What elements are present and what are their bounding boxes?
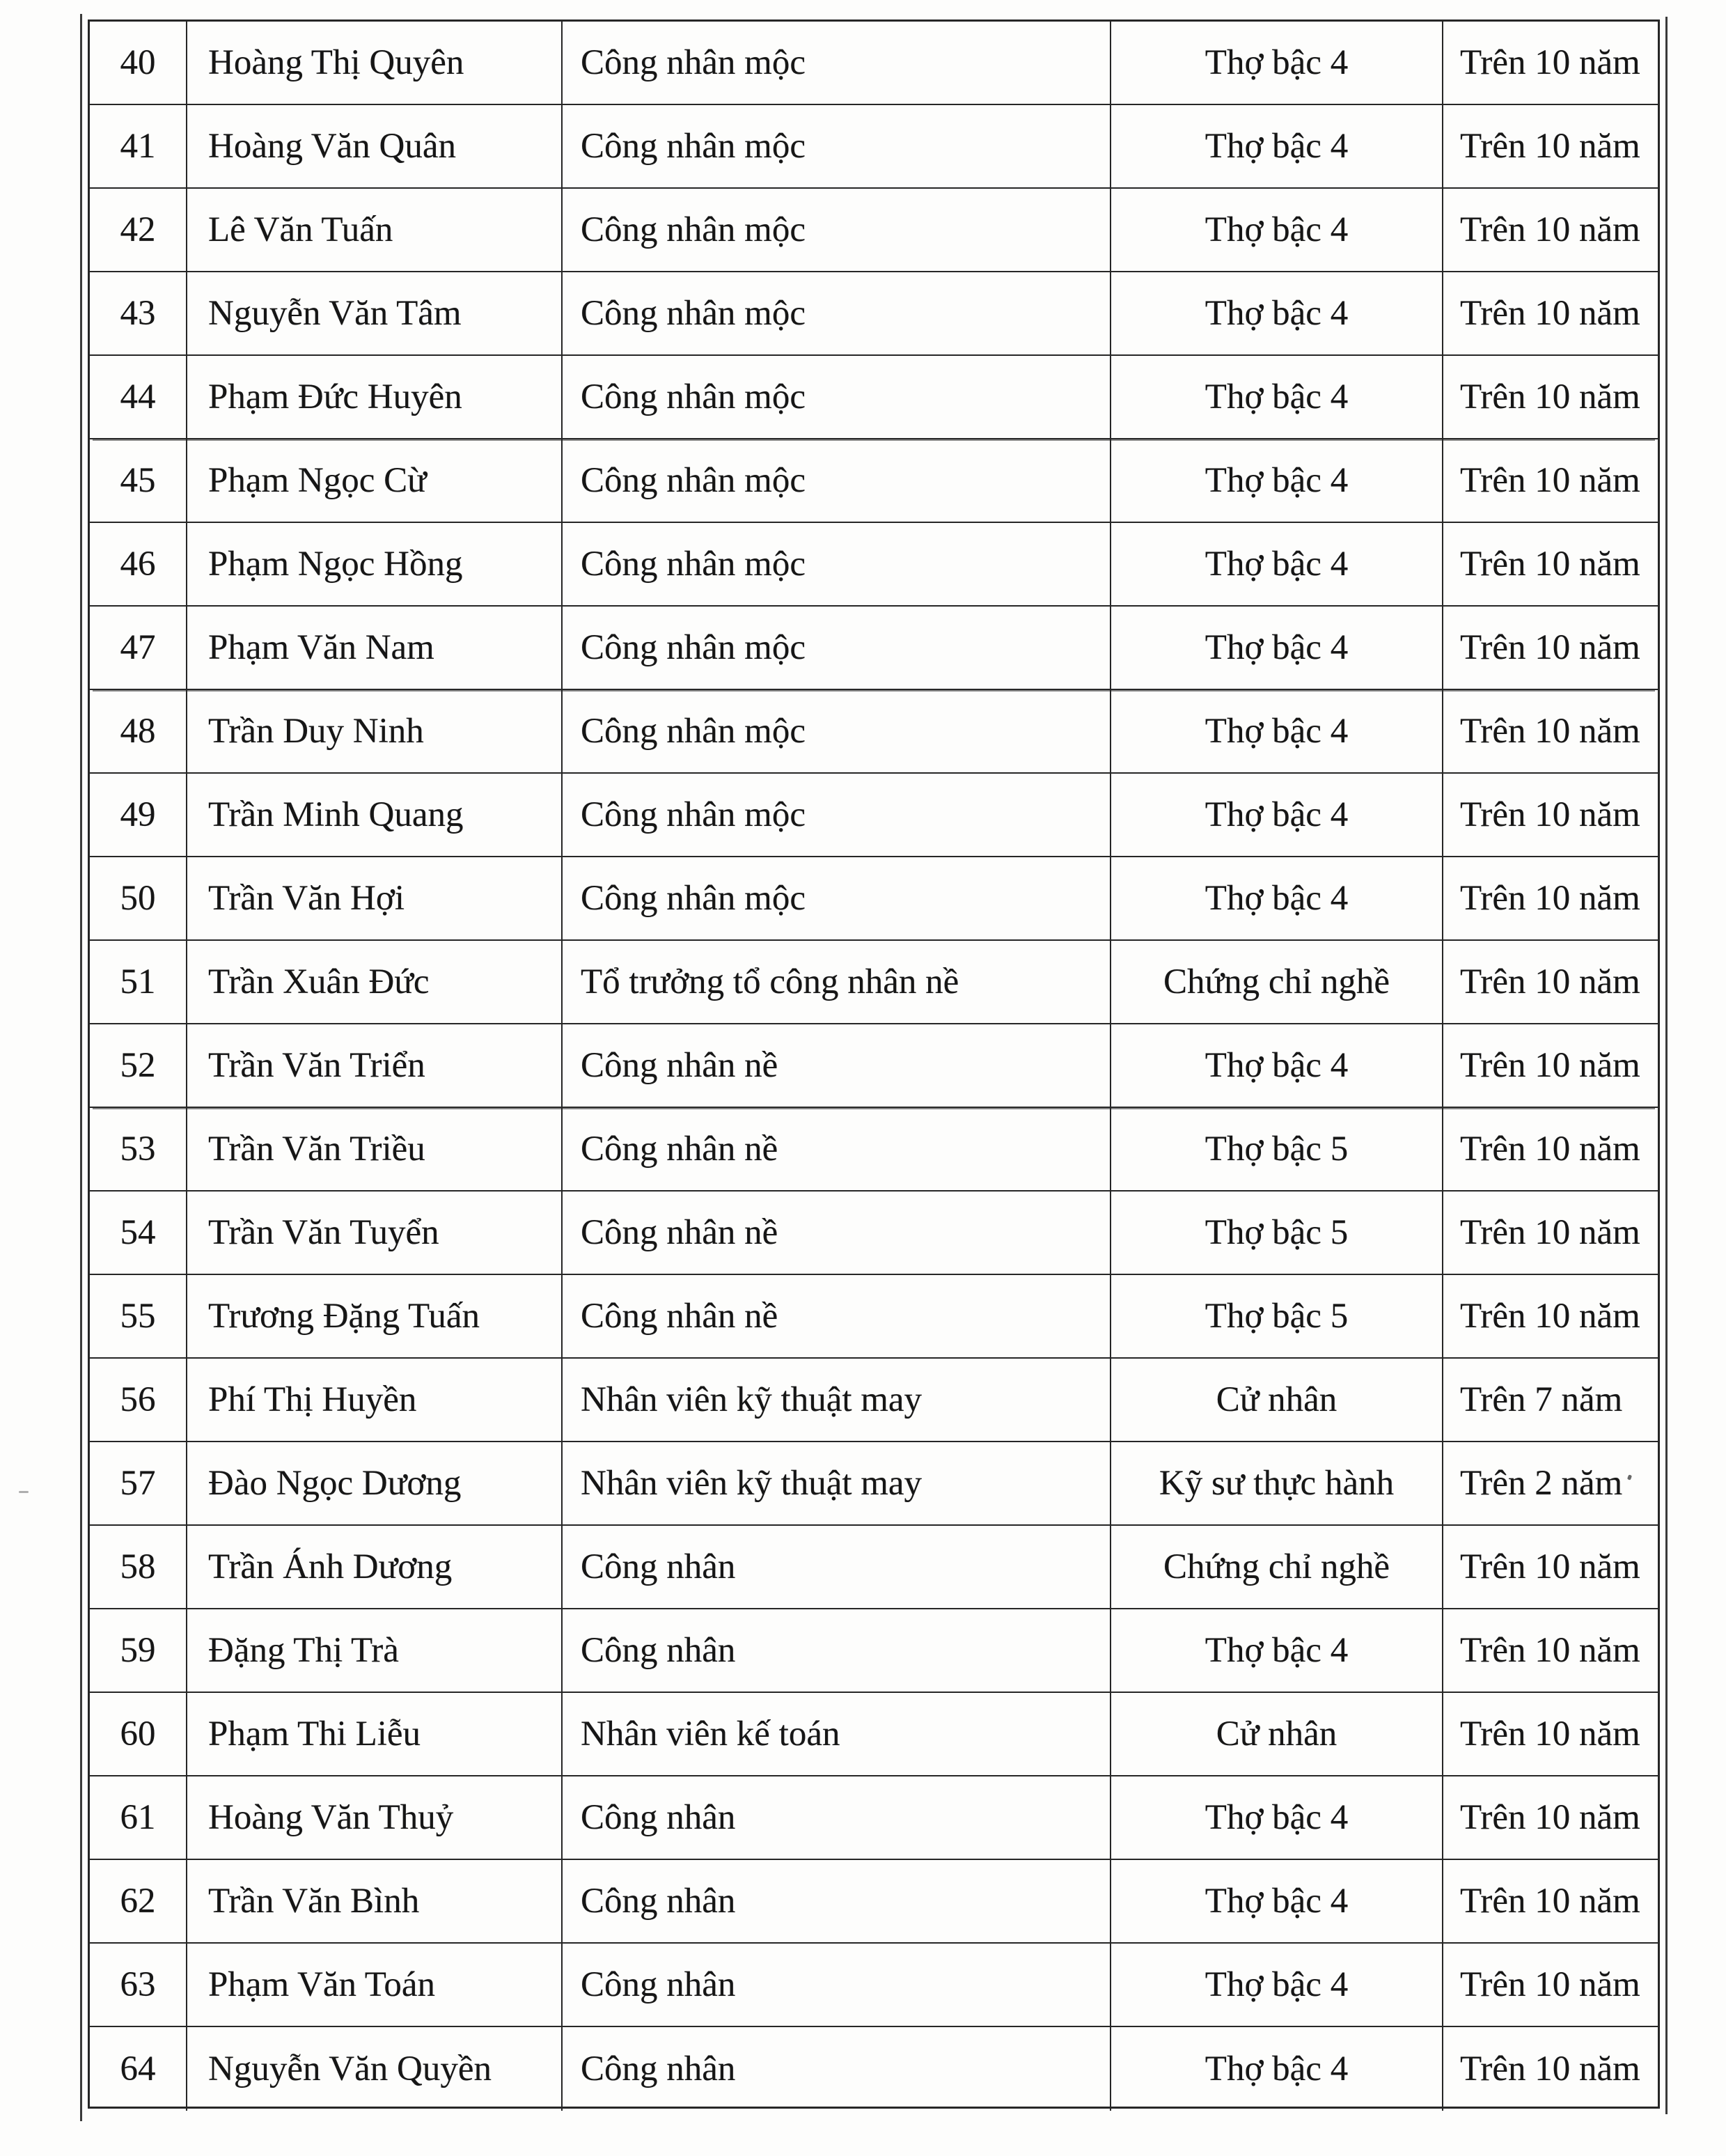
cell-experience: Trên 10 năm <box>1460 1630 1640 1670</box>
cell-position: Nhân viên kỹ thuật may <box>563 1359 1111 1441</box>
cell-position: Công nhân <box>563 2027 1111 2111</box>
table-row <box>90 105 1658 189</box>
cell-experience: Trên 10 năm <box>1460 962 1640 1001</box>
cell-stt: 42 <box>90 189 187 271</box>
table-row <box>90 690 1658 774</box>
cell-stt: 63 <box>90 1944 187 2026</box>
cell-experience: Trên 10 năm <box>1460 1881 1640 1921</box>
left-outer-border-line <box>80 14 82 2121</box>
cell-position: Công nhân mộc <box>563 690 1111 772</box>
cell-position: Công nhân mộc <box>563 523 1111 605</box>
personnel-table <box>88 19 1660 2109</box>
table-row <box>90 2027 1658 2111</box>
table-row <box>90 1693 1658 1776</box>
cell-position: Công nhân mộc <box>563 189 1111 271</box>
cell-stt: 48 <box>90 690 187 772</box>
table-row <box>90 1108 1658 1192</box>
cell-name: Phạm Đức Huyên <box>187 356 563 438</box>
cell-name: Hoàng Thị Quyên <box>187 22 563 104</box>
cell-stt: 53 <box>90 1108 187 1190</box>
cell-position: Công nhân <box>563 1526 1111 1608</box>
cell-qualification: Thợ bậc 4 <box>1111 189 1443 271</box>
cell-stt: 50 <box>90 857 187 939</box>
cell-position: Công nhân mộc <box>563 774 1111 856</box>
scan-artifact-margin-dash <box>19 1491 29 1493</box>
cell-stt: 56 <box>90 1359 187 1441</box>
cell-stt: 60 <box>90 1693 187 1775</box>
cell-stt: 58 <box>90 1526 187 1608</box>
cell-name: Trương Đặng Tuấn <box>187 1275 563 1357</box>
cell-position: Công nhân <box>563 1609 1111 1692</box>
cell-stt: 51 <box>90 941 187 1023</box>
cell-qualification: Thợ bậc 4 <box>1111 607 1443 689</box>
cell-position: Công nhân nề <box>563 1192 1111 1274</box>
table-row <box>90 356 1658 439</box>
cell-experience: Trên 10 năm <box>1460 2049 1640 2088</box>
cell-name: Trần Văn Triều <box>187 1108 563 1190</box>
table-row <box>90 1609 1658 1693</box>
table-row <box>90 1776 1658 1860</box>
cell-experience: Trên 10 năm <box>1460 1296 1640 1336</box>
cell-experience: Trên 7 năm <box>1460 1380 1623 1419</box>
cell-position: Công nhân nề <box>563 1275 1111 1357</box>
table-row <box>90 1944 1658 2027</box>
cell-qualification: Thợ bậc 4 <box>1111 774 1443 856</box>
cell-qualification: Thợ bậc 5 <box>1111 1108 1443 1190</box>
table-row <box>90 857 1658 941</box>
cell-qualification: Cử nhân <box>1111 1359 1443 1441</box>
cell-experience: Trên 10 năm <box>1460 460 1640 500</box>
cell-stt: 52 <box>90 1024 187 1107</box>
cell-name: Phạm Ngọc Cừ <box>187 439 563 522</box>
cell-position: Công nhân nề <box>563 1024 1111 1107</box>
cell-qualification: Thợ bậc 4 <box>1111 1860 1443 1942</box>
cell-experience: Trên 10 năm <box>1460 627 1640 667</box>
cell-stt: 46 <box>90 523 187 605</box>
table-row <box>90 1860 1658 1944</box>
cell-position: Nhân viên kỹ thuật may <box>563 1442 1111 1524</box>
table-row <box>90 189 1658 272</box>
cell-stt: 45 <box>90 439 187 522</box>
cell-experience: Trên 10 năm <box>1460 711 1640 751</box>
cell-qualification: Thợ bậc 4 <box>1111 857 1443 939</box>
cell-position: Công nhân <box>563 1776 1111 1859</box>
table-row <box>90 1192 1658 1275</box>
cell-name: Trần Duy Ninh <box>187 690 563 772</box>
cell-experience: Trên 10 năm <box>1460 210 1640 249</box>
cell-qualification: Thợ bậc 4 <box>1111 523 1443 605</box>
table-body <box>90 22 1658 2111</box>
cell-name: Phạm Ngọc Hồng <box>187 523 563 605</box>
table-row <box>90 22 1658 105</box>
cell-position: Công nhân nề <box>563 1108 1111 1190</box>
cell-stt: 44 <box>90 356 187 438</box>
cell-qualification: Thợ bậc 4 <box>1111 22 1443 104</box>
cell-name: Hoàng Văn Quân <box>187 105 563 187</box>
cell-name: Trần Văn Hợi <box>187 857 563 939</box>
cell-experience: Trên 10 năm <box>1460 544 1640 584</box>
cell-experience: Trên 10 năm <box>1460 126 1640 166</box>
cell-qualification: Thợ bậc 4 <box>1111 1609 1443 1692</box>
cell-qualification: Thợ bậc 4 <box>1111 690 1443 772</box>
cell-name: Phạm Thi Liễu <box>187 1693 563 1775</box>
cell-name: Trần Văn Bình <box>187 1860 563 1942</box>
cell-name: Phí Thị Huyền <box>187 1359 563 1441</box>
cell-stt: 41 <box>90 105 187 187</box>
table-row <box>90 1024 1658 1108</box>
cell-qualification: Chứng chỉ nghề <box>1111 1526 1443 1608</box>
cell-stt: 57 <box>90 1442 187 1524</box>
table-row <box>90 1275 1658 1359</box>
cell-stt: 62 <box>90 1860 187 1942</box>
table-row <box>90 272 1658 356</box>
cell-stt: 54 <box>90 1192 187 1274</box>
cell-experience: Trên 10 năm <box>1460 1964 1640 2004</box>
cell-experience: Trên 10 năm <box>1460 293 1640 333</box>
cell-qualification: Thợ bậc 5 <box>1111 1275 1443 1357</box>
table-row <box>90 607 1658 690</box>
table-row <box>90 523 1658 607</box>
cell-name: Đào Ngọc Dương <box>187 1442 563 1524</box>
cell-position: Tổ trưởng tổ công nhân nề <box>563 941 1111 1023</box>
cell-position: Công nhân mộc <box>563 857 1111 939</box>
cell-position: Công nhân mộc <box>563 22 1111 104</box>
table-row <box>90 1442 1658 1526</box>
cell-name: Trần Xuân Đức <box>187 941 563 1023</box>
cell-position: Công nhân mộc <box>563 439 1111 522</box>
cell-stt: 47 <box>90 607 187 689</box>
cell-experience: Trên 10 năm <box>1460 1714 1640 1753</box>
cell-experience: Trên 10 năm <box>1460 795 1640 834</box>
cell-qualification: Chứng chỉ nghề <box>1111 941 1443 1023</box>
cell-name: Trần Văn Tuyển <box>187 1192 563 1274</box>
cell-name: Trần Văn Triển <box>187 1024 563 1107</box>
cell-position: Công nhân <box>563 1860 1111 1942</box>
cell-qualification: Thợ bậc 5 <box>1111 1192 1443 1274</box>
cell-name: Nguyễn Văn Quyền <box>187 2027 563 2111</box>
cell-stt: 61 <box>90 1776 187 1859</box>
cell-name: Hoàng Văn Thuỷ <box>187 1776 563 1859</box>
cell-name: Lê Văn Tuấn <box>187 189 563 271</box>
cell-experience: Trên 10 năm <box>1460 1547 1640 1586</box>
cell-position: Công nhân mộc <box>563 105 1111 187</box>
cell-experience: Trên 10 năm <box>1460 377 1640 416</box>
cell-name: Trần Ánh Dương <box>187 1526 563 1608</box>
table-row <box>90 1359 1658 1442</box>
cell-qualification: Thợ bậc 4 <box>1111 272 1443 354</box>
cell-position: Công nhân <box>563 1944 1111 2026</box>
cell-qualification: Thợ bậc 4 <box>1111 356 1443 438</box>
cell-position: Công nhân mộc <box>563 272 1111 354</box>
cell-qualification: Kỹ sư thực hành <box>1111 1442 1443 1524</box>
cell-stt: 59 <box>90 1609 187 1692</box>
cell-position: Công nhân mộc <box>563 356 1111 438</box>
cell-name: Nguyễn Văn Tâm <box>187 272 563 354</box>
cell-experience: Trên 10 năm <box>1460 878 1640 918</box>
cell-position: Công nhân mộc <box>563 607 1111 689</box>
cell-stt: 43 <box>90 272 187 354</box>
cell-qualification: Thợ bậc 4 <box>1111 2027 1443 2111</box>
table-row <box>90 439 1658 523</box>
cell-qualification: Thợ bậc 4 <box>1111 1024 1443 1107</box>
right-outer-border-line <box>1665 17 1668 2114</box>
cell-qualification: Thợ bậc 4 <box>1111 1944 1443 2026</box>
table-row <box>90 941 1658 1024</box>
cell-name: Phạm Văn Nam <box>187 607 563 689</box>
cell-name: Phạm Văn Toán <box>187 1944 563 2026</box>
cell-qualification: Thợ bậc 4 <box>1111 1776 1443 1859</box>
cell-position: Nhân viên kế toán <box>563 1693 1111 1775</box>
cell-stt: 64 <box>90 2027 187 2111</box>
table-row <box>90 1526 1658 1609</box>
cell-experience: Trên 10 năm <box>1460 1045 1640 1085</box>
cell-stt: 55 <box>90 1275 187 1357</box>
cell-name: Đặng Thị Trà <box>187 1609 563 1692</box>
cell-name: Trần Minh Quang <box>187 774 563 856</box>
cell-experience: Trên 10 năm <box>1460 1212 1640 1252</box>
cell-stt: 49 <box>90 774 187 856</box>
cell-stt: 40 <box>90 22 187 104</box>
cell-qualification: Thợ bậc 4 <box>1111 105 1443 187</box>
cell-experience: Trên 10 năm <box>1460 42 1640 82</box>
cell-experience: Trên 10 năm <box>1460 1129 1640 1169</box>
cell-qualification: Cử nhân <box>1111 1693 1443 1775</box>
cell-experience: Trên 10 năm <box>1460 1797 1640 1837</box>
table-row <box>90 774 1658 857</box>
cell-experience: Trên 2 năm <box>1460 1463 1623 1503</box>
cell-qualification: Thợ bậc 4 <box>1111 439 1443 522</box>
